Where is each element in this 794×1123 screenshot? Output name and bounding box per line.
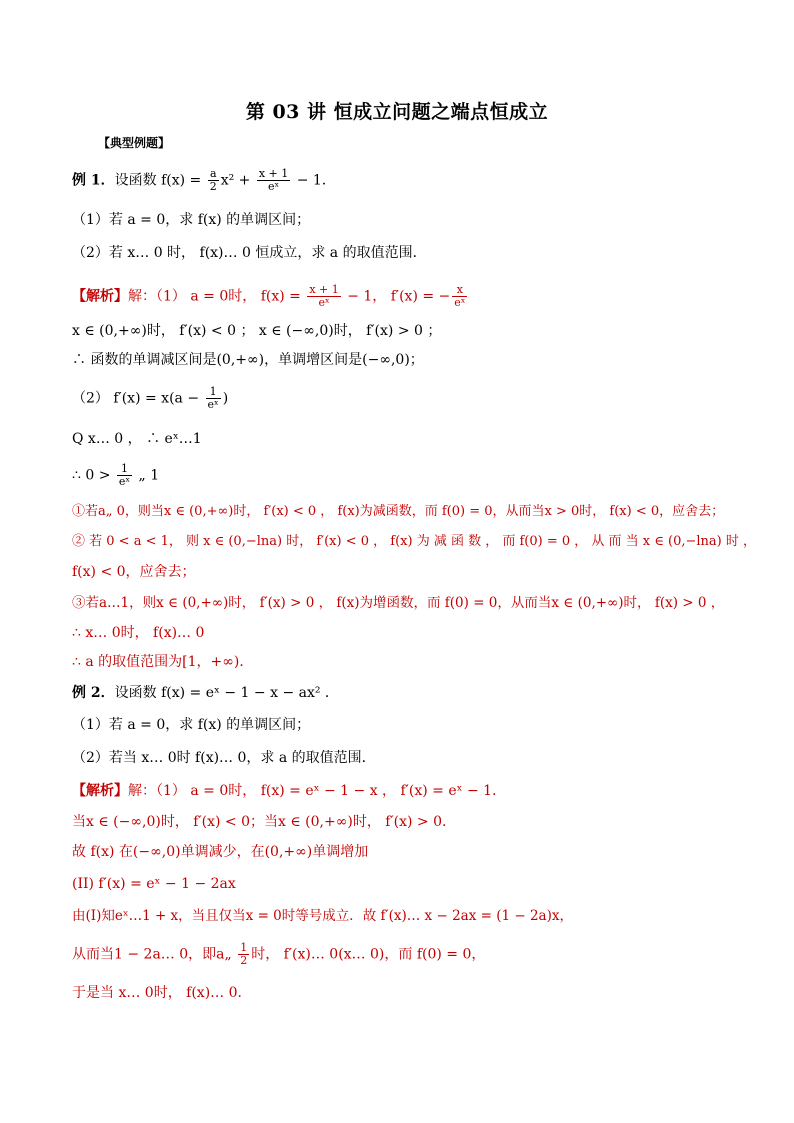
example-1-solution-line-3: ∴ 函数的单调减区间是(0,+∞)，单调增区间是(−∞,0)； (72, 352, 424, 368)
fraction: $\frac{1}{2}$ (240, 941, 248, 967)
example-2-solution-line-1: 【解析】解：（1） a = 0时， f(x) = eˣ − 1 − x ， f′(x) = eˣ − 1． (72, 783, 507, 799)
example-2-solution-line-2: 当x ∈ (−∞,0)时， f′(x) < 0；当x ∈ (0,+∞)时， f′(x) > 0． (72, 814, 457, 830)
fraction: $\frac{1}{\text{eˣ}}$ (207, 385, 219, 411)
fraction: $\frac{x + 1}{\text{eˣ}}$ (309, 283, 339, 309)
example-2-label: 例 2． (72, 685, 115, 701)
example-1-case-3: ③若a…1，则x ∈ (0,+∞)时， f′(x) > 0 ， f(x)为增函数，而 f(0) = 0，从而当x ∈ (0,+∞)时， f(x) > 0 ， (72, 595, 725, 611)
example-1-label: 例 1． (72, 172, 115, 189)
example-2-question-1: （1）若 a = 0，求 f(x) 的单调区间； (72, 717, 311, 733)
example-2-solution-line-3: 故 f(x) 在(−∞,0)单调减少，在(0,+∞)单调增加 (72, 844, 369, 860)
example-1-solution-line-2: x ∈ (0,+∞)时， f′(x) < 0 ； x ∈ (−∞,0)时， f′(x) > 0 ； (72, 323, 442, 339)
section-heading: 【典型例题】 (98, 136, 171, 150)
example-1-case-2: ② 若 0 < a < 1， 则 x ∈ (0,−lna) 时， f′(x) < 0 ， f(x) 为 减 函 数 ， 而 f(0) = 0 ， 从 而 当 x ∈ (0,−lna) 时 ， (72, 534, 757, 549)
example-1-conclusion-1: ∴ x… 0时， f(x)… 0 (72, 625, 205, 641)
example-1-solution-line-4: （2） f′(x) = x(a − $\frac{1}{\text{eˣ}}$ ) (72, 385, 229, 411)
example-1-solution-line-6: ∴ 0 > $\frac{1}{\text{eˣ}}$ „ 1 (72, 462, 160, 488)
page-title: 第 03 讲 恒成立问题之端点恒成立 (245, 101, 549, 123)
example-1-question-2: （2）若 x… 0 时， f(x)… 0 恒成立，求 a 的取值范围． (72, 245, 427, 261)
example-2-question-2: （2）若当 x… 0时 f(x)… 0，求 a 的取值范围． (72, 750, 376, 766)
example-2-solution-line-6: 从而当1 − 2a… 0，即a„ $\frac{1}{2}$ 时， f′(x)… 0(x… 0)，而 f(0) = 0， (72, 941, 486, 967)
example-1-solution-line-5: Q x… 0 ， ∴ eˣ…1 (72, 431, 202, 447)
fraction: $\frac{x + 1}{\text{eˣ}}$ (258, 167, 289, 193)
solution-tag: 【解析】 (72, 783, 128, 799)
fraction: $\frac{a}{2}$ (209, 167, 217, 193)
example-2-solution-line-5: 由(I)知eˣ…1 + x，当且仅当x = 0时等号成立．故 f′(x)… x − 2ax = (1 − 2a)x， (72, 908, 573, 924)
solution-tag: 【解析】 (72, 288, 128, 305)
example-1-case-2-cont: f(x) < 0，应舍去； (72, 564, 196, 580)
example-1-statement: 例 1．设函数 f(x) = $\frac{a}{2}$ x² + $\frac{x + 1}{\text{eˣ}}$ − 1． (72, 167, 336, 193)
example-1-question-1: （1）若 a = 0，求 f(x) 的单调区间； (72, 212, 311, 228)
example-2-solution-line-7: 于是当 x… 0时， f(x)… 0． (72, 985, 252, 1001)
example-1-solution-line-1: 【解析】解：（1） a = 0时， f(x) = $\frac{x + 1}{\text{eˣ}}$ − 1， f′(x) = − $\frac{x}{\text{eˣ}}$ (72, 283, 466, 309)
example-1-conclusion-2: ∴ a 的取值范围为[1，+∞)． (72, 654, 254, 670)
fraction: $\frac{1}{\text{eˣ}}$ (118, 462, 131, 488)
example-1-case-1: ①若a„ 0，则当x ∈ (0,+∞)时， f′(x) < 0 ， f(x)为减函数，而 f(0) = 0，从而当x > 0时， f(x) < 0，应舍去； (72, 504, 725, 519)
example-2-solution-line-4: (II) f′(x) = eˣ − 1 − 2ax (72, 876, 236, 892)
fraction: $\frac{x}{\text{eˣ}}$ (454, 283, 466, 309)
example-2-statement: 例 2．设函数 f(x) = eˣ − 1 − x − ax² ． (72, 685, 339, 701)
